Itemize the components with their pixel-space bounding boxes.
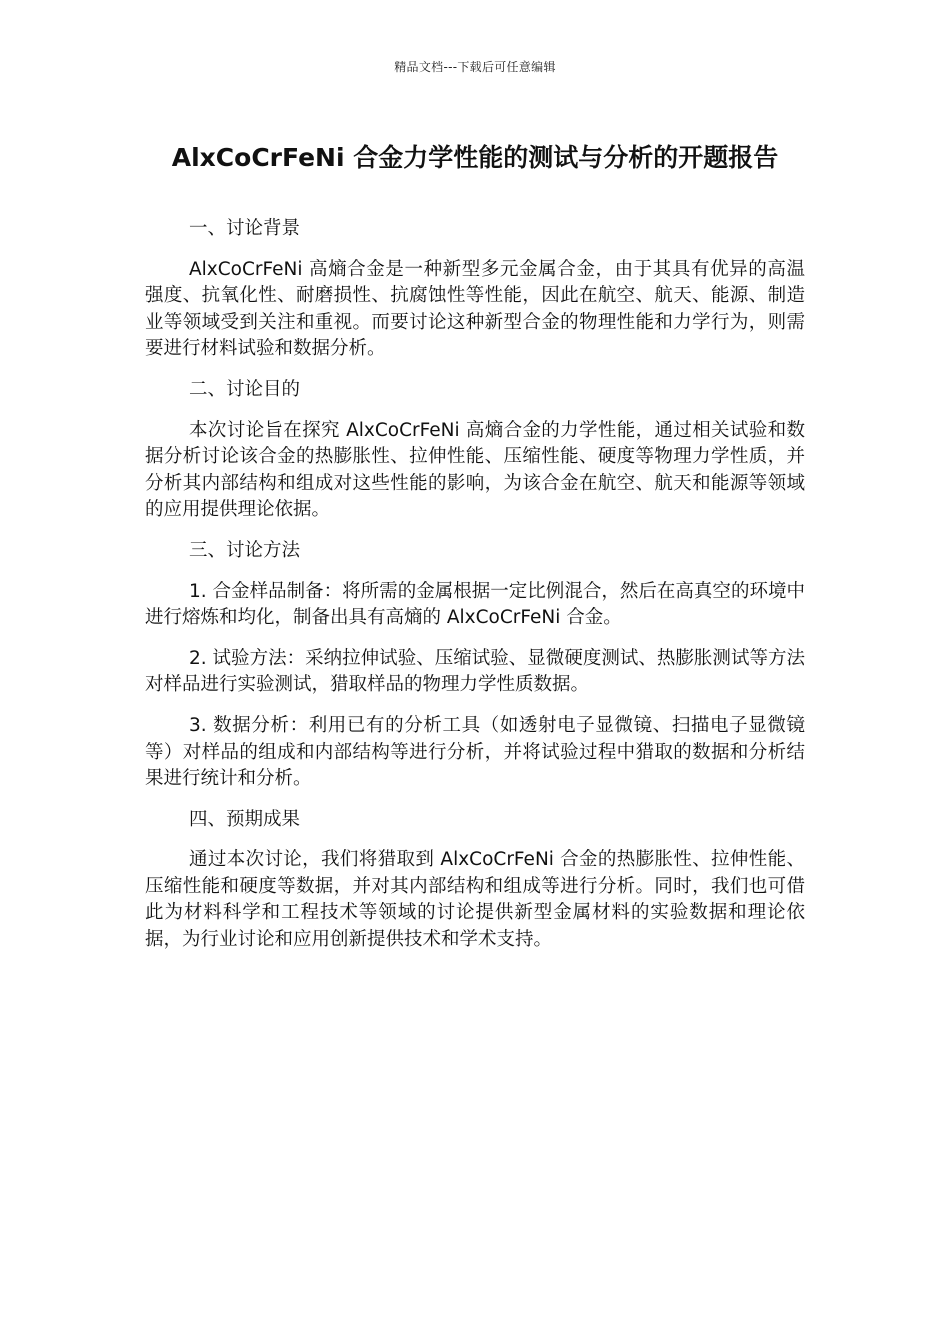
section-heading-purpose: 二、讨论目的	[189, 378, 301, 400]
section-heading-method: 三、讨论方法	[189, 539, 301, 561]
method-item-sample-prep: 1. 合金样品制备：将所需的金属根据一定比例混合，然后在高真空的环境中进行熔炼和均化，制备出具有高熵的 AlxCoCrFeNi 合金。	[145, 580, 805, 629]
header-note: 精品文档---下载后可任意编辑	[394, 60, 556, 74]
paragraph-background: AlxCoCrFeNi 高熵合金是一种新型多元金属合金，由于其具有优异的高温强度、抗氧化性、耐磨损性、抗腐蚀性等性能，因此在航空、航天、能源、制造业等领域受到关注和重视。而要讨论这种新型合金的物理性能和力学行为，则需要进行材料试验和数据分析。	[145, 258, 805, 360]
method-item-data-analysis: 3. 数据分析：利用已有的分析工具（如透射电子显微镜、扫描电子显微镜等）对样品的组成和内部结构等进行分析，并将试验过程中猎取的数据和分析结果进行统计和分析。	[145, 714, 805, 790]
document-body	[145, 216, 805, 968]
paragraph-expected: 通过本次讨论，我们将猎取到 AlxCoCrFeNi 合金的热膨胀性、拉伸性能、压缩性能和硬度等数据，并对其内部结构和组成等进行分析。同时，我们也可借此为材料科学和工程技术等领域的讨论提供新型金属材料的实验数据和理论依据，为行业讨论和应用创新提供技术和学术支持。	[145, 849, 805, 951]
paragraph-purpose: 本次讨论旨在探究 AlxCoCrFeNi 高熵合金的力学性能，通过相关试验和数据分析讨论该合金的热膨胀性、拉伸性能、压缩性能、硬度等物理力学性质，并分析其内部结构和组成对这些性能的影响，为该合金在航空、航天和能源等领域的应用提供理论依据。	[145, 419, 805, 521]
document-title: AlxCoCrFeNi 合金力学性能的测试与分析的开题报告	[171, 143, 779, 172]
section-heading-expected: 四、预期成果	[189, 808, 301, 830]
method-item-test-methods: 2. 试验方法：采纳拉伸试验、压缩试验、显微硬度测试、热膨胀测试等方法对样品进行实验测试，猎取样品的物理力学性质数据。	[145, 647, 805, 696]
section-heading-background: 一、讨论背景	[189, 218, 301, 239]
